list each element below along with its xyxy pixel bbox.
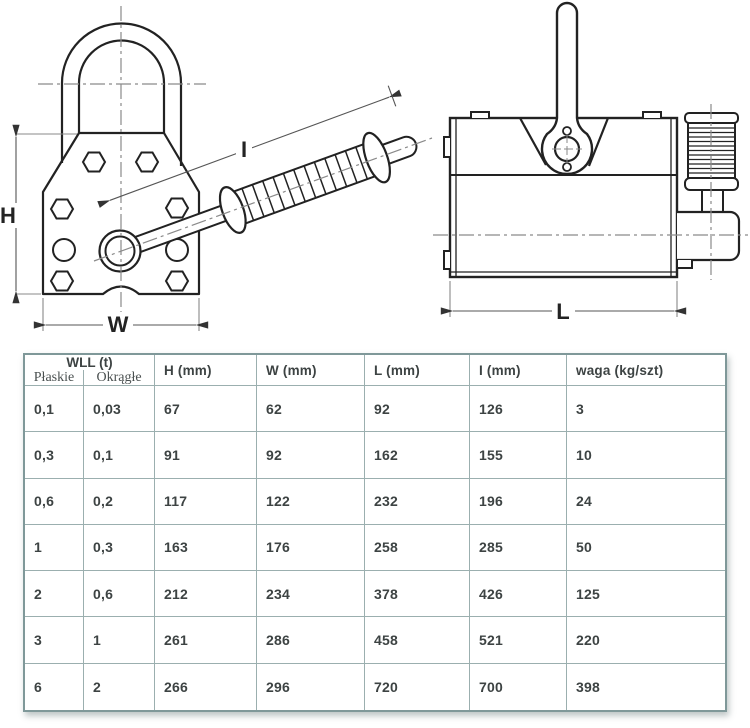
table-cell: 0,6 — [25, 479, 84, 525]
table-cell: 0,6 — [84, 571, 155, 617]
table-cell: 398 — [576, 678, 600, 695]
table-cell: 0,3 — [84, 525, 155, 571]
table-cell: 50 — [567, 525, 725, 571]
table-cell: 2 — [84, 664, 155, 710]
table-cell: 91 — [155, 432, 257, 478]
dim-label-i: I — [240, 137, 248, 162]
handle-hub-side — [677, 212, 739, 260]
table-cell: 1 — [84, 617, 155, 663]
dim-label-l: L — [556, 299, 570, 324]
table-cell: 10 — [567, 432, 725, 478]
table-cell: 0,1 — [84, 432, 155, 478]
handle — [100, 130, 417, 272]
dim-label-w: W — [107, 312, 129, 337]
table-cell: 232 — [365, 479, 470, 525]
table-cell: 155 — [470, 432, 567, 478]
table-cell: 92 — [257, 432, 365, 478]
dim-label-h: H — [0, 203, 16, 228]
table-cell: 196 — [470, 479, 567, 525]
table-cell: 122 — [257, 479, 365, 525]
header-l: L (mm) — [365, 355, 470, 386]
header-wll-group — [25, 355, 155, 386]
table-cell: 378 — [365, 571, 470, 617]
side-view-drawing — [430, 0, 750, 350]
table-cell: 125 — [567, 571, 725, 617]
header-wll-round: Okrągłe — [83, 370, 154, 385]
table-cell: 720 — [365, 664, 470, 710]
table-cell: 3 — [567, 386, 725, 432]
table-cell: 117 — [155, 479, 257, 525]
header-w: W (mm) — [257, 355, 365, 386]
table-cell: 285 — [470, 525, 567, 571]
header-waga: waga (kg/szt) — [567, 355, 725, 386]
table-cell: 458 — [365, 617, 470, 663]
front-view-drawing — [0, 0, 440, 350]
header-i: I (mm) — [470, 355, 567, 386]
table-cell: 162 — [365, 432, 470, 478]
table-cell: 2 — [25, 571, 84, 617]
table-cell: 521 — [470, 617, 567, 663]
table-cell: 0,2 — [84, 479, 155, 525]
table-cell: 92 — [365, 386, 470, 432]
table-cell: 126 — [470, 386, 567, 432]
table-cell: 176 — [257, 525, 365, 571]
table-cell: 163 — [155, 525, 257, 571]
handle-grip — [233, 143, 378, 224]
table-cell: 0,1 — [25, 386, 84, 432]
table-cell: 286 — [257, 617, 365, 663]
table-cell: 0,3 — [25, 432, 84, 478]
table-cell: 266 — [155, 664, 257, 710]
table-cell: 234 — [257, 571, 365, 617]
table-cell: 62 — [257, 386, 365, 432]
table-cell: 296 — [257, 664, 365, 710]
table-cell: 258 — [365, 525, 470, 571]
table-cell: 67 — [155, 386, 257, 432]
header-wll-flat: Płaskie — [33, 370, 75, 385]
table-cell: 426 — [470, 571, 567, 617]
header-h: H (mm) — [155, 355, 257, 386]
table-cell: 6 — [25, 664, 84, 710]
spec-table — [23, 353, 727, 712]
table-cell: 3 — [25, 617, 84, 663]
table-cell: 220 — [567, 617, 725, 663]
table-cell: 24 — [567, 479, 725, 525]
table-cell: 261 — [155, 617, 257, 663]
table-cell: 700 — [470, 664, 567, 710]
header-wll-title: WLL (t) — [66, 355, 113, 370]
table-cell: 212 — [155, 571, 257, 617]
table-cell: 0,03 — [84, 386, 155, 432]
handle-side — [677, 113, 739, 268]
table-cell: 1 — [25, 525, 84, 571]
